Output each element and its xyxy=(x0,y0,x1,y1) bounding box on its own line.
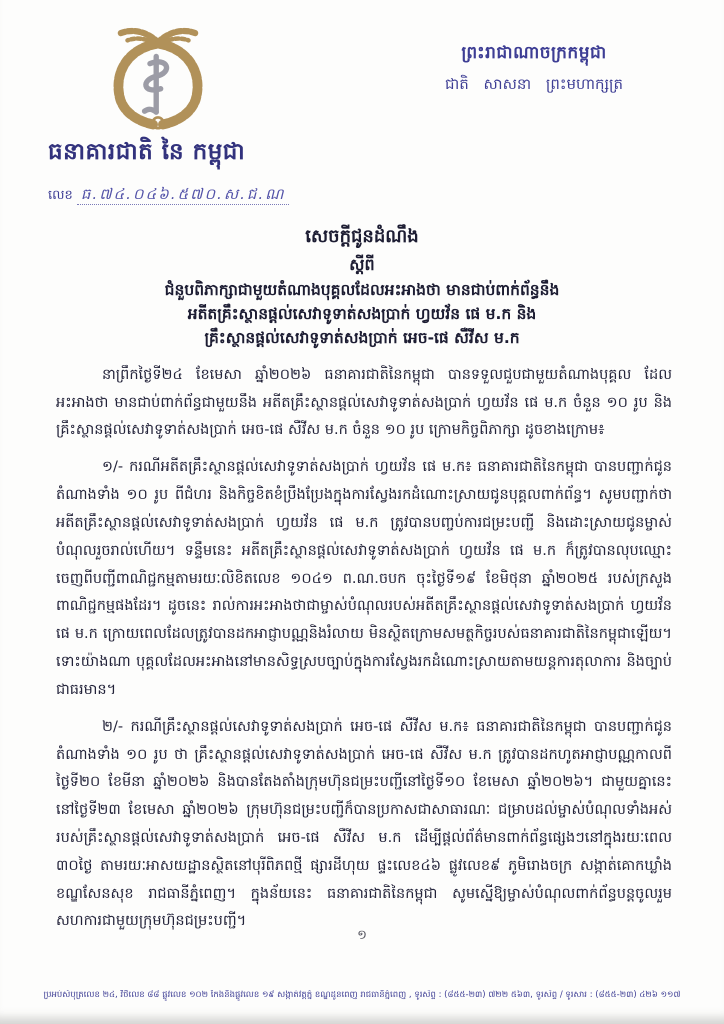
point-2-paragraph: ២/- ករណីគ្រឹះស្ថានផ្តល់សេវាទូទាត់សងប្រាក់ អេច-ផេ សឺវីស ម.ក៖ ធនាគារជាតិនៃកម្ពុជា បានបញ្ជាក់ជូនតំណាងទាំង ១០ រូប ថា គ្រឹះស្ថានផ្តល់សេវាទូទាត់សងប្រាក់ អេច-ផេ សឺវីស ម.ក ត្រូវបានដកហូតអាជ្ញាបណ្ណកាលពីថ្ងៃទី២០ ខែមីនា ឆ្នាំ២០២៦ និងបានតែងតាំងក្រុមហ៊ុនជម្រះបញ្ជីនៅថ្ងៃទី១០ ខែមេសា ឆ្នាំ២០២៦។ ជាមួយគ្នានេះ នៅថ្ងៃទី២៣ ខែមេសា ឆ្នាំ២០២៦ ក្រុមហ៊ុនជម្រះបញ្ជីក៏បានប្រកាសជាសាធារណៈ ជម្រាបដល់ម្ចាស់បំណុលទាំងអស់របស់គ្រឹះស្ថានផ្តល់សេវាទូទាត់សងប្រាក់ អេច-ផេ សឺវីស ម.ក ដើម្បីផ្តល់ព័ត៌មានពាក់ព័ន្ធផ្សេងៗនៅក្នុងរយៈពេល ៣០ថ្ងៃ តាមរយៈអាសយដ្ឋានស្ថិតនៅបុរីពិភពថ្មី ផ្សារដីហុយ ផ្ទះលេខ៤៦ ផ្លូវលេខ៩ ភូមិរោងចក្រ សង្កាត់គោកឃ្លាំង ខណ្ឌសែនសុខ រាជធានីភ្នំពេញ។ ក្នុងន័យនេះ ធនាគារជាតិនៃកម្ពុជា សូមស្នើឱ្យម្ចាស់បំណុលពាក់ព័ន្ធបន្តចូលរួមសហការជាមួយក្រុមហ៊ុនជម្រះបញ្ជី។ xyxy=(56,718,672,930)
document-body xyxy=(0,350,724,937)
letterhead xyxy=(0,0,724,207)
letterhead-left xyxy=(48,26,328,207)
reference-label: លេខ xyxy=(48,188,73,203)
bank-name: ធនាគារជាតិ នៃ កម្ពុជា xyxy=(48,139,246,165)
kingdom-motto-line: ជាតិ សាសនា ព្រះមហាក្សត្រ xyxy=(444,75,624,93)
document-subject-label: ស្តីពី xyxy=(349,254,375,274)
page-number: ១ xyxy=(357,928,367,943)
reference-number-handwritten: ធ.៧៤.០៤៦.៥៧០.ស.ជ.ណ xyxy=(77,185,290,205)
kingdom-motto xyxy=(384,42,684,207)
nbc-emblem-icon xyxy=(96,26,220,130)
reference-line xyxy=(48,185,328,207)
intro-paragraph: នាព្រឹកថ្ងៃទី២៤ ខែមេសា ឆ្នាំ២០២៦ ធនាគារជាតិនៃកម្ពុជា បានទទួលជួបជាមួយតំណាងបុគ្គល ដែលអះអាងថា មានជាប់ពាក់ព័ន្ធជាមួយនឹង អតីតគ្រឹះស្ថានផ្តល់សេវាទូទាត់សងប្រាក់ ហ្វយវ័ន ផេ ម.ក ចំនួន ១០ រូប និងគ្រឹះស្ថានផ្តល់សេវាទូទាត់សងប្រាក់ អេច-ផេ សឺវីស ម.ក ចំនួន ១០ រូប ក្រោមកិច្ចពិភាក្សា ដូចខាងក្រោម៖ xyxy=(56,366,672,439)
kingdom-title: ព្រះរាជាណាចក្រកម្ពុជា xyxy=(461,43,607,63)
title-block xyxy=(0,223,724,350)
document-subject-line1: ជំនួបពិភាក្សាជាមួយតំណាងបុគ្គលដែលអះអាងថា មានជាប់ពាក់ព័ន្ធនឹង xyxy=(164,280,560,299)
footer-address: ប្រអប់សំបុត្រលេខ ២៤, វិថីលេខ ៨៨ ផ្លូវលេខ ១០២ កែងនឹងផ្លូវលេខ ១៩ សង្កាត់វត្តភ្នំ ខណ្ឌដូនពេញ រាជធានីភ្នំពេញ , ទូរស័ព្ទ : (៨៥៥-២៣) ៧២២ ៥៦៣, ទូរស័ព្ទ / ទូរសារ : (៨៥៥-២៣) ៤២៦ ១១៧ xyxy=(43,990,681,1000)
document-subject-line3: គ្រឹះស្ថានផ្តល់សេវាទូទាត់សងប្រាក់ អេច-ផេ សឺវីស ម.ក xyxy=(204,328,520,347)
document-title: សេចក្តីជូនដំណឹង xyxy=(305,226,419,247)
document-subject-line2: អតីតគ្រឹះស្ថានផ្តល់សេវាទូទាត់សងប្រាក់ ហ្វយវ័ន ផេ ម.ក និង xyxy=(187,304,537,323)
point-1-paragraph: ១/- ករណីអតីតគ្រឹះស្ថានផ្តល់សេវាទូទាត់សងប្រាក់ ហ្វយវ័ន ផេ ម.ក៖ ធនាគារជាតិនៃកម្ពុជា បានបញ្ជាក់ជូនតំណាងទាំង ១០ រូប ពីជំហរ និងកិច្ចខិតខំប្រឹងប្រែងក្នុងការស្វែងរកដំណោះស្រាយជូនបុគ្គលពាក់ព័ន្ធ។ សូមបញ្ជាក់ថាអតីតគ្រឹះស្ថានផ្តល់សេវាទូទាត់សងប្រាក់ ហ្វយវ័ន ផេ ម.ក ត្រូវបានបញ្ចប់ការជម្រះបញ្ជី និងដោះស្រាយជូនម្ចាស់បំណុលរួចរាល់ហើយ។ ទន្ទឹមនេះ អតីតគ្រឹះស្ថានផ្តល់សេវាទូទាត់សងប្រាក់ ហ្វយវ័ន ផេ ម.ក ក៏ត្រូវបានលុបឈ្មោះចេញពីបញ្ជីពាណិជ្ជកម្មតាមរយៈលិខិតលេខ ១០៤១ ព.ណ.ចបក ចុះថ្ងៃទី១៩ ខែមិថុនា ឆ្នាំ២០២៥ របស់ក្រសួងពាណិជ្ជកម្មផងដែរ។ ដូចនេះ រាល់ការអះអាងថាជាម្ចាស់បំណុលរបស់អតីតគ្រឹះស្ថានផ្តល់សេវាទូទាត់សងប្រាក់ ហ្វយវ័ន ផេ ម.ក ក្រោយពេលដែលត្រូវបានដកអាជ្ញាបណ្ណនិងរំលាយ មិនស្ថិតក្រោមសមត្ថកិច្ចរបស់ធនាគារជាតិនៃកម្ពុជាឡើយ។ ទោះយ៉ាងណា បុគ្គលដែលអះអាងនៅមានសិទ្ធស្របច្បាប់ក្នុងការស្វែងរកដំណោះស្រាយតាមយន្តការតុលាការ និងច្បាប់ជាធរមាន។ xyxy=(56,459,672,698)
